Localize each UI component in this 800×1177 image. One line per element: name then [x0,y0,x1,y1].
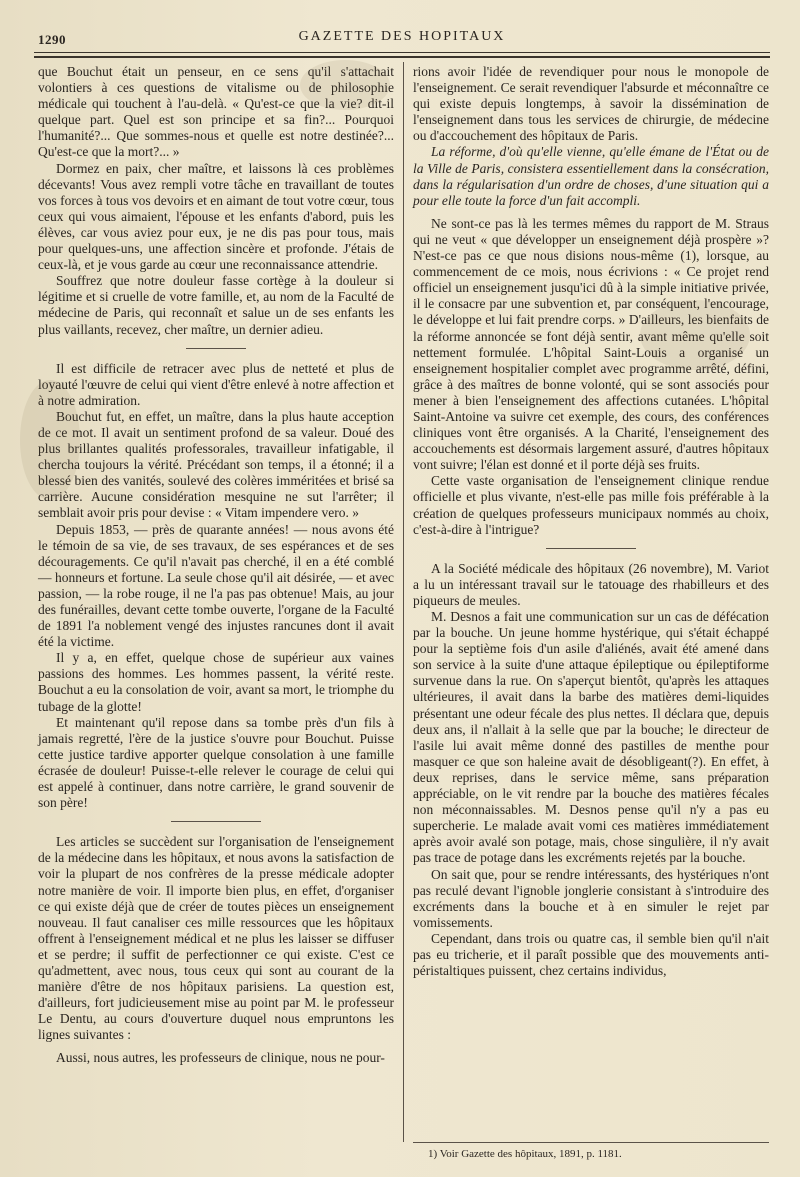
left-paragraph: Il y a, en effet, quelque chose de supérieur aux vaines passions des hommes. Les hommes passent, la vérité reste. Bouchut a eu la consolation de voir, avant sa mort, le triomphe du tubage de la glotte! [38,650,394,714]
journal-title: GAZETTE DES HOPITAUX [298,29,506,44]
left-paragraph: Depuis 1853, — près de quarante années! — nous avons été le témoin de sa vie, de ses travaux, de ses espérances et de ses découragements. Ce qu'il n'avait pas cherché, il en a été comblé — honneurs et fortune. La seule chose qu'il ait désirée, — et avec passion, — la robe rouge, il ne l'a pas pas obtenue! Mais, au jour des funérailles, devant cette tombe ouverte, l'organe de la Faculté de 1891 l'a noblement vengé des injustes rancunes dont il avait été la victime. [38,521,394,650]
left-paragraph: Aussi, nous autres, les professeurs de clinique, nous ne pour- [56,1050,385,1066]
column-divider [403,62,404,1142]
left-paragraph: Il est difficile de retracer avec plus de netteté et plus de loyauté l'œuvre de celui qui vient d'être enlevé à notre affection et à notre admiration. [38,360,394,408]
header-rule-thick [34,56,770,58]
footnote-rule [413,1142,769,1143]
section-separator [171,821,261,822]
right-paragraph: Cependant, dans trois ou quatre cas, il semble bien qu'il n'ait pas eu tricherie, et il paraît possible que des mouvements anti-péristaltiques puissent, chez certains individus, [413,930,769,979]
section-separator [546,548,636,549]
right-paragraph: On sait que, pour se rendre intéressants, des hystériques n'ont pas reculé devant l'ignoble jonglerie consistant à s'introduire des excréments dans la bouche et à en simuler le rejet par vomissements. [413,866,769,930]
section-separator [186,348,246,349]
footnote: 1) Voir Gazette des hôpitaux, 1891, p. 1181. [428,1148,622,1160]
left-paragraph: Les articles se succèdent sur l'organisation de l'enseignement de la médecine dans les hôpitaux, et nous avons la satisfaction de voir la plupart de nos confrères de la presse médicale adopter notre manière de voir. Il importe bien plus, en effet, d'organiser ce qui existe déjà que de créer de toutes pièces un enseignement nouveau. Il faut canaliser ces mille ressources que les hôpitaux offrent à l'enseignement médical et ne plus les laisser se diffuser et se perdre; il suffit de perfectionner ce qui existe. C'est ce qu'admettent, avec nous, tous ceux qui sont au courant de la manière d'être de nos hôpitaux parisiens. La question est, d'ailleurs, fort judicieusement mise au point par M. le professeur Le Dentu, au cours d'ouverture duquel nous empruntons les lignes suivantes : [38,834,394,1043]
right-paragraph: Cette vaste organisation de l'enseignement clinique rendue officielle et plus vivante, n'est-elle pas mille fois préférable à la création de quelques professeurs municipaux nommés au choix, c'est-à-dire à l'intrigue? [413,473,769,537]
right-paragraph-quote [413,144,769,208]
quote-italic: La réforme, d'où qu'elle vienne, qu'elle émane de l'État ou de la Ville de Paris, consistera essentiellement dans la consécration, dans la régularisation d'un ordre de choses, d'une situation qui a pour elle toute la force d'un fait accompli. [413,144,769,208]
left-paragraph: Bouchut fut, en effet, un maître, dans la plus haute acception de ce mot. Il avait un sentiment profond de sa valeur. Doué des plus brillantes qualités professorales, travailleur infatigable, il chercha toujours la vérité. Précédant son temps, il a étonné; il a blessé bien des vanités, soulevé des colères imméritées et brisé sa carrière. Aucune considération mesquine ne sut l'arrêter; il semblait avoir pris pour devise : « Vitam impendere vero. » [38,408,394,521]
right-column [413,64,769,979]
right-paragraph: M. Desnos a fait une communication sur un cas de défécation par la bouche. Un jeune homme hystérique, qui s'était échappé pour la septième fois d'un asile d'aliénés, avait été amené dans son service à la suite d'une attaque épileptique ou épileptiforme survenue dans la rue. On s'aperçut bientôt, qu'après les attaques ultérieures, il avait dans la barbe des matières demi-liquides présentant une odeur fécale des plus nettes. Il déclara que, depuis deux ans, il n'allait à la selle que par la bouche; le directeur de l'asile lui avait même donné des pastilles de menthe pour masquer ce que son haleine avait de désobligeant(?). En effet, à deux reprises, dans le service même, sans préparation appréciable, on le vit rendre par la bouche des matières fécales non méconnaissables. M. Desnos pense qu'il n'y a pas eu supercherie. Le malade avait vomi ces matières immédiatement après avoir avalé son potage, mais, chose singulière, il n'y avait pas trace de potage dans les excréments rejetés par la bouche. [413,609,769,866]
page-number: 1290 [38,32,66,47]
left-column [38,64,394,1067]
right-paragraph: rions avoir l'idée de revendiquer pour nous le monopole de l'enseignement. Ce serait revendiquer l'absurde et méconnaître ce qui existe depuis longtemps, à savoir la dissémination de l'enseignement dans tous les services de chirurgie, de médecine ou d'accouchement des hôpitaux de Paris. [413,64,769,144]
right-paragraph: Ne sont-ce pas là les termes mêmes du rapport de M. Straus qui ne veut « que développer un enseignement déjà prospère »? N'est-ce pas ce que nous disions nous-même (1), lorsque, au commencement de ce mois, nous écrivions : « Ce projet rend officiel un enseignement jusqu'ici dû à la simple initiative privée, il le consacre par une subvention et, par conséquent, l'encourage, le développe et lui fait prendre corps. » D'ailleurs, les bienfaits de la réforme annoncée se font déjà sentir, avant même qu'elle soit nettement formulée. L'hôpital Saint-Louis a organisé un enseignement hospitalier complet avec programme arrêté, défini, grâce à des maîtres de bonne volonté, qui se sont associés pour mener à bien l'enseignement des affections cutanées. L'hôpital Saint-Antoine va suivre cet exemple, des cours, des conférences cliniques vont être organisés. A la Charité, l'enseignement des accouchements est désormais largement assuré, d'autres hôpitaux vont suivre; l'élan est donné et il porte déjà ses fruits. [413,215,769,473]
page-header [34,28,770,48]
left-paragraph: Et maintenant qu'il repose dans sa tombe près d'un fils à jamais regretté, l'ère de la justice s'ouvre pour Bouchut. Puisse cette justice tardive apporter quelque consolation à une famille écrasée de douleur! Puisse-t-elle relever le courage de celui qui est appelé à continuer, dans notre carrière, le grand souvenir de son père! [38,714,394,811]
left-paragraph: Dormez en paix, cher maître, et laissons là ces problèmes décevants! Vous avez rempli votre tâche en travaillant de toutes vos forces à tous vos devoirs et en aimant de tout votre cœur, tous ceux qui vous aimaient, l'épouse et les enfants d'abord, puis les élèves, car vous aviez pour eux, je ne dis pas pour tous, mais pour quelques-uns, une affection sincère et profonde. J'étais de ceux-là, et je vous garde au cœur une reconnaissance attendrie. [38,160,394,273]
left-paragraph: que Bouchut était un penseur, en ce sens qu'il s'attachait volontiers à ces questions de vitalisme ou de philosophie médicale qui touchent à l'au-delà. « Qu'est-ce que la vie? dit-il quelque part. Quel est son principe et sa fin?... Pourquoi l'humanité?... Que sommes-nous et quelle est notre destinée?... Qu'est-ce que la mort?... » [38,64,394,160]
left-paragraph: Souffrez que notre douleur fasse cortège à la douleur si légitime et si cruelle de votre famille, et, au nom de la Faculté de médecine de Paris, qui reconnaît et salue un de ses enfants les plus vaillants, recevez, cher maître, un dernier adieu. [38,273,394,337]
header-rule-thin [34,52,770,53]
right-paragraph: A la Société médicale des hôpitaux (26 novembre), M. Variot a lu un intéressant travail sur le tatouage des rhabilleurs et des piqueurs de meules. [413,560,769,608]
